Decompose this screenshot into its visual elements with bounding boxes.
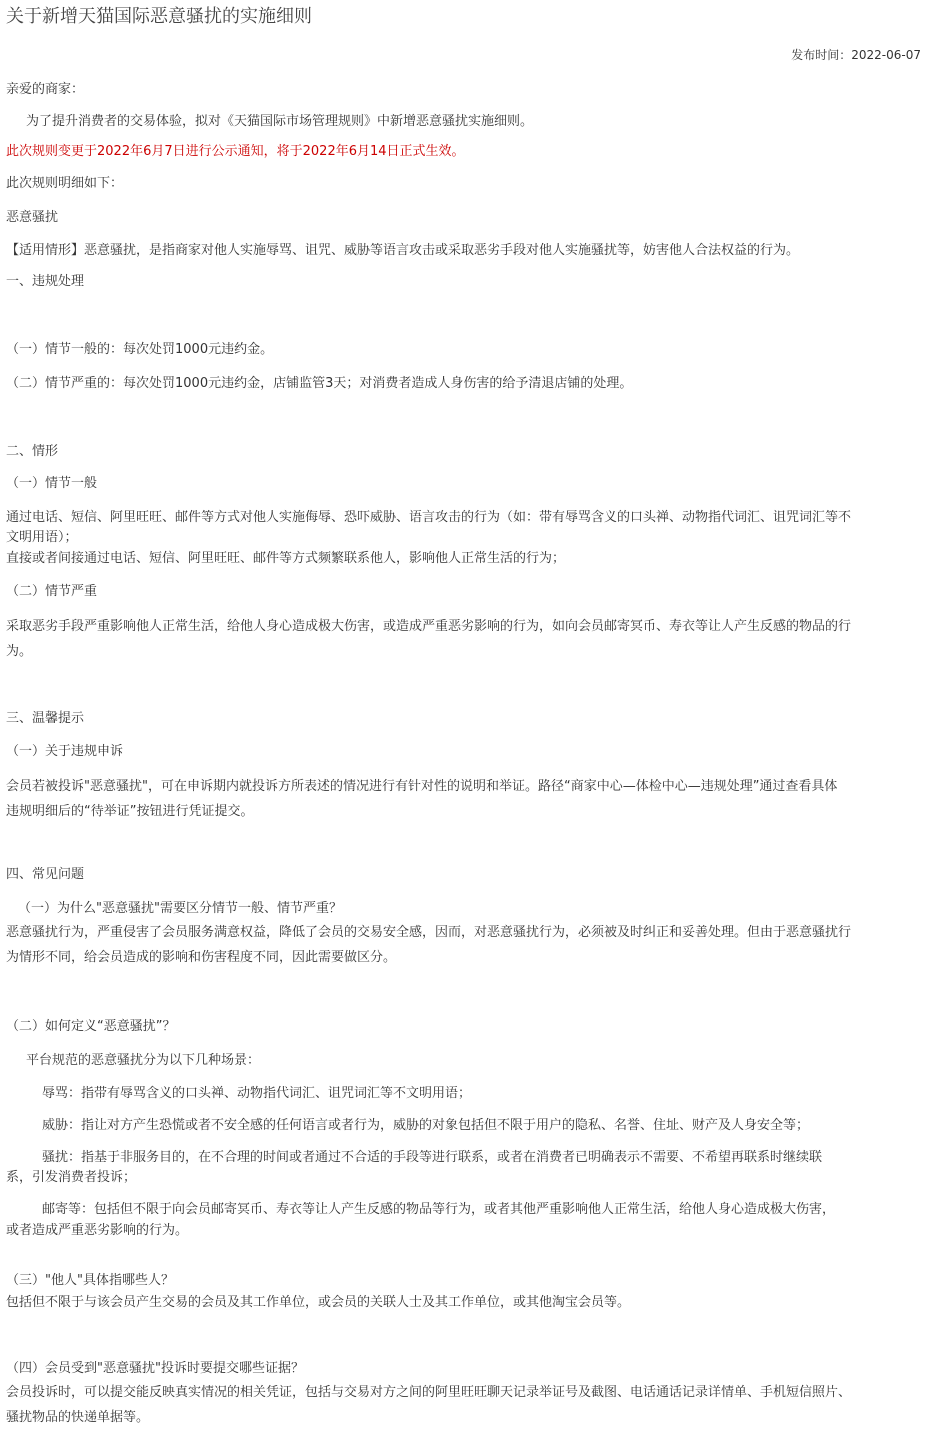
- section-2-title: 二、情形: [6, 444, 59, 459]
- faq-a4-line1: 会员投诉时，可以提交能反映真实情况的相关凭证，包括与交易对方之间的阿里旺旺聊天记录举证号及截图、电话通话记录详情单、手机短信照片、: [6, 1385, 852, 1400]
- greeting: 亲爱的商家：: [6, 82, 85, 97]
- faq-a1-line2: 为情形不同，给会员造成的影响和伤害程度不同，因此需要做区分。: [6, 950, 397, 965]
- penalty-serious: （二）情节严重的：每次处罚1000元违约金，店铺监管3天；对消费者造成人身伤害的给予清退店铺的处理。: [6, 376, 633, 391]
- rule-name: 恶意骚扰: [6, 210, 59, 225]
- appeal-line2: 违规明细后的“待举证”按钮进行凭证提交。: [6, 804, 254, 819]
- penalty-general: （一）情节一般的：每次处罚1000元违约金。: [6, 342, 274, 357]
- faq-q1: （一）为什么"恶意骚扰"需要区分情节一般、情节严重？: [18, 901, 342, 916]
- faq-q2: （二）如何定义“恶意骚扰”？: [6, 1019, 176, 1034]
- effective-date-notice: 此次规则变更于2022年6月7日进行公示通知，将于2022年6月14日正式生效。: [6, 144, 465, 159]
- situation-serious-title: （二）情节严重: [6, 584, 98, 599]
- faq-q4: （四）会员受到"恶意骚扰"投诉时要提交哪些证据？: [6, 1361, 304, 1376]
- faq-a4-line2: 骚扰物品的快递单据等。: [6, 1410, 150, 1425]
- situation-serious-line1: 采取恶劣手段严重影响他人正常生活，给他人身心造成极大伤害，或造成严重恶劣影响的行为，如向会员邮寄冥币、寿衣等让人产生反感的物品的行: [6, 619, 852, 634]
- intro-paragraph: 为了提升消费者的交易体验，拟对《天猫国际市场管理规则》中新增恶意骚扰实施细则。: [26, 114, 534, 129]
- situation-general-title: （一）情节一般: [6, 476, 98, 491]
- faq-a2-lead: 平台规范的恶意骚扰分为以下几种场景：: [26, 1053, 261, 1068]
- appeal-title: （一）关于违规申诉: [6, 744, 124, 759]
- section-4-title: 四、常见问题: [6, 867, 85, 882]
- situation-serious-line2: 为。: [6, 644, 33, 659]
- applicable-situation: 【适用情形】恶意骚扰，是指商家对他人实施辱骂、诅咒、威胁等语言攻击或采取恶劣手段对他人实施骚扰等，妨害他人合法权益的行为。: [6, 243, 800, 258]
- faq-a2-harass-line2: 系，引发消费者投诉；: [6, 1170, 137, 1185]
- section-1-title: 一、违规处理: [6, 274, 85, 289]
- faq-a2-harass-line1: 骚扰：指基于非服务目的，在不合理的时间或者通过不合适的手段等进行联系，或者在消费者已明确表示不需要、不希望再联系时继续联: [42, 1150, 823, 1165]
- faq-a2-mail-line1: 邮寄等：包括但不限于向会员邮寄冥币、寿衣等让人产生反感的物品等行为，或者其他严重影响他人正常生活，给他人身心造成极大伤害，: [42, 1202, 836, 1217]
- appeal-line1: 会员若被投诉"恶意骚扰"，可在申诉期内就投诉方所表述的情况进行有针对性的说明和举证。路径“商家中心—体检中心—违规处理”通过查看具体: [6, 779, 838, 794]
- details-lead: 此次规则明细如下：: [6, 176, 124, 191]
- situation-general-line1: 通过电话、短信、阿里旺旺、邮件等方式对他人实施侮辱、恐吓威胁、语言攻击的行为（如：带有辱骂含义的口头禅、动物指代词汇、诅咒词汇等不: [6, 510, 852, 525]
- situation-general-line2: 文明用语）；: [6, 530, 78, 545]
- faq-a3: 包括但不限于与该会员产生交易的会员及其工作单位，或会员的关联人士及其工作单位，或其他淘宝会员等。: [6, 1295, 631, 1310]
- page-title: 关于新增天猫国际恶意骚扰的实施细则: [6, 6, 312, 27]
- faq-a2-mail-line2: 或者造成严重恶劣影响的行为。: [6, 1223, 189, 1238]
- situation-general-line3: 直接或者间接通过电话、短信、阿里旺旺、邮件等方式频繁联系他人，影响他人正常生活的行为；: [6, 551, 566, 566]
- faq-a2-threat: 威胁：指让对方产生恐慌或者不安全感的任何语言或者行为，威胁的对象包括但不限于用户的隐私、名誉、住址、财产及人身安全等；: [42, 1118, 810, 1133]
- faq-a1-line1: 恶意骚扰行为，严重侵害了会员服务满意权益，降低了会员的交易安全感，因而，对恶意骚扰行为，必须被及时纠正和妥善处理。但由于恶意骚扰行: [6, 925, 852, 940]
- faq-a2-insult: 辱骂：指带有辱骂含义的口头禅、动物指代词汇、诅咒词汇等不文明用语；: [42, 1086, 472, 1101]
- section-3-title: 三、温馨提示: [6, 711, 85, 726]
- faq-q3: （三）"他人"具体指哪些人？: [6, 1273, 174, 1288]
- publish-date: 发布时间：2022-06-07: [791, 48, 921, 62]
